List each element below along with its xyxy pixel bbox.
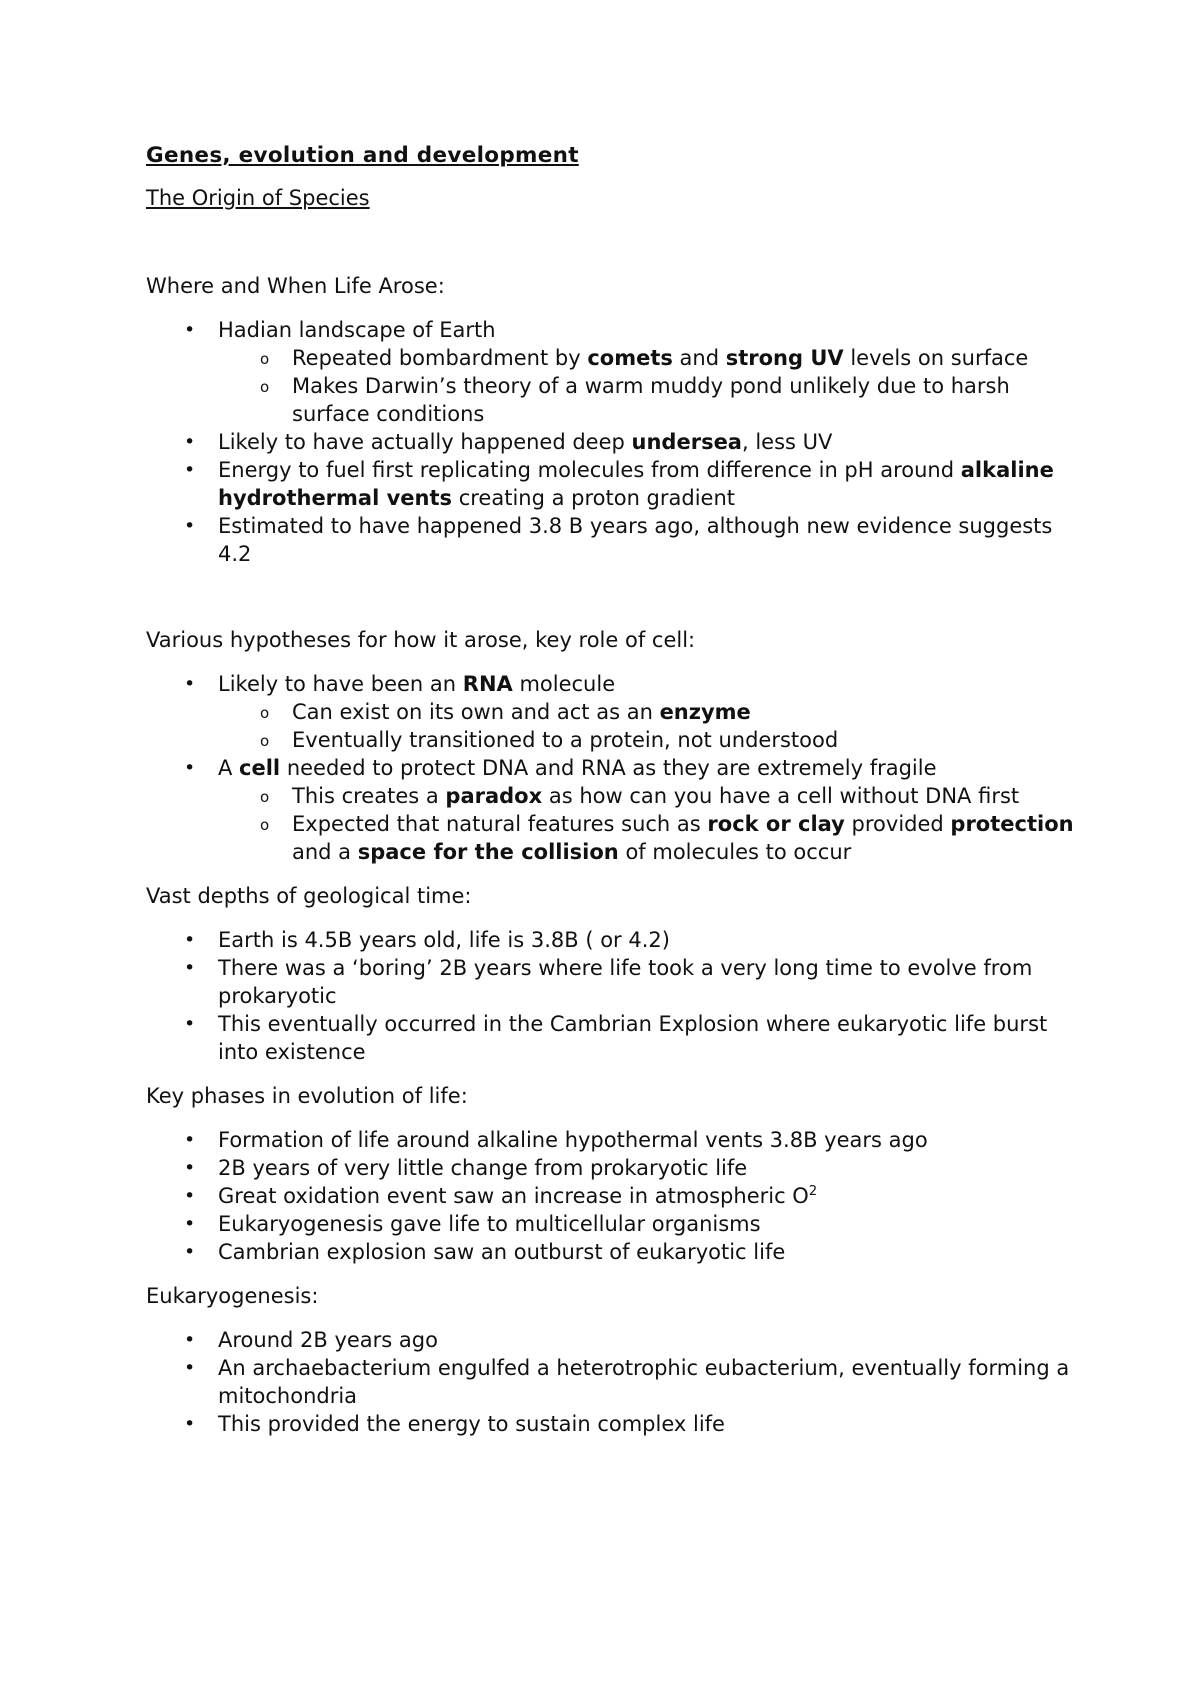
bold-text: cell bbox=[239, 756, 281, 780]
list-item bbox=[146, 1182, 1086, 1210]
circle-bullet-icon: o bbox=[260, 704, 270, 722]
sub-list-item bbox=[146, 782, 1086, 810]
text-run: Formation of life around alkaline hypothermal vents 3.8B years ago bbox=[218, 1128, 928, 1152]
text-run: , less UV bbox=[741, 430, 833, 454]
text-run: needed to protect DNA and RNA as they are extremely fragile bbox=[280, 756, 937, 780]
bullet-icon: • bbox=[184, 1329, 196, 1351]
text-run: Earth is 4.5B years old, life is 3.8B ( or 4.2) bbox=[218, 928, 670, 952]
bullet-icon: • bbox=[184, 673, 196, 695]
list-item bbox=[146, 1410, 1086, 1438]
text-run: Likely to have actually happened deep bbox=[218, 430, 632, 454]
sub-list-item bbox=[146, 344, 1086, 372]
bold-text: strong UV bbox=[725, 346, 844, 370]
text-run: Hadian landscape of Earth bbox=[218, 318, 496, 342]
bold-text: space for the collision bbox=[357, 840, 619, 864]
sub-list-item bbox=[146, 698, 1086, 726]
bullet-icon: • bbox=[184, 431, 196, 453]
text-run: Eukaryogenesis gave life to multicellular organisms bbox=[218, 1212, 761, 1236]
bullet-icon: • bbox=[184, 757, 196, 779]
text-run: as how can you have a cell without DNA first bbox=[542, 784, 1020, 808]
document-page bbox=[146, 142, 1086, 1438]
bullet-list bbox=[146, 1126, 1086, 1266]
text-run: Great oxidation event saw an increase in atmospheric O bbox=[218, 1184, 809, 1208]
text-run: Makes Darwin’s theory of a warm muddy pond unlikely due to harsh surface conditions bbox=[292, 374, 1010, 426]
bullet-icon: • bbox=[184, 515, 196, 537]
list-item bbox=[146, 1010, 1086, 1066]
sub-list-item bbox=[146, 372, 1086, 428]
bullet-icon: • bbox=[184, 1357, 196, 1379]
section-spacer bbox=[146, 568, 1086, 626]
text-run: creating a proton gradient bbox=[452, 486, 736, 510]
circle-bullet-icon: o bbox=[260, 732, 270, 750]
bullet-list bbox=[146, 926, 1086, 1066]
section-heading: Key phases in evolution of life: bbox=[146, 1084, 468, 1108]
text-run: A bbox=[218, 756, 240, 780]
text-run: An archaebacterium engulfed a heterotrophic eubacterium, eventually forming a mitochondria bbox=[218, 1356, 1070, 1408]
bullet-icon: • bbox=[184, 1213, 196, 1235]
text-run: molecule bbox=[512, 672, 616, 696]
bullet-list bbox=[146, 316, 1086, 568]
text-run: Cambrian explosion saw an outburst of eukaryotic life bbox=[218, 1240, 786, 1264]
section-heading: Various hypotheses for how it arose, key role of cell: bbox=[146, 628, 696, 652]
section-spacer bbox=[146, 1066, 1086, 1082]
list-item bbox=[146, 428, 1086, 456]
list-item bbox=[146, 456, 1086, 512]
bold-text: rock or clay bbox=[707, 812, 845, 836]
text-run: Likely to have been an bbox=[218, 672, 463, 696]
text-run: There was a ‘boring’ 2B years where life took a very long time to evolve from prokaryotic bbox=[218, 956, 1033, 1008]
list-item bbox=[146, 954, 1086, 1010]
bullet-icon: • bbox=[184, 1185, 196, 1207]
text-run: This eventually occurred in the Cambrian Explosion where eukaryotic life burst into existence bbox=[218, 1012, 1048, 1064]
text-run: Energy to fuel first replicating molecules from difference in pH around bbox=[218, 458, 961, 482]
bullet-icon: • bbox=[184, 1013, 196, 1035]
bullet-icon: • bbox=[184, 459, 196, 481]
sub-list-item bbox=[146, 726, 1086, 754]
document-subtitle: The Origin of Species bbox=[146, 186, 370, 210]
bullet-icon: • bbox=[184, 1157, 196, 1179]
bullet-icon: • bbox=[184, 1129, 196, 1151]
list-item bbox=[146, 1154, 1086, 1182]
text-run: This provided the energy to sustain complex life bbox=[218, 1412, 725, 1436]
section-heading: Where and When Life Arose: bbox=[146, 274, 445, 298]
bullet-icon: • bbox=[184, 1241, 196, 1263]
text-run: Estimated to have happened 3.8 B years ago, although new evidence suggests 4.2 bbox=[218, 514, 1053, 566]
section-heading: Eukaryogenesis: bbox=[146, 1284, 319, 1308]
bullet-icon: • bbox=[184, 957, 196, 979]
bold-text: undersea bbox=[631, 430, 742, 454]
bullet-icon: • bbox=[184, 929, 196, 951]
text-run: Eventually transitioned to a protein, not understood bbox=[292, 728, 839, 752]
list-item bbox=[146, 512, 1086, 568]
circle-bullet-icon: o bbox=[260, 816, 270, 834]
section-spacer bbox=[146, 1266, 1086, 1282]
circle-bullet-icon: o bbox=[260, 378, 270, 396]
list-item bbox=[146, 754, 1086, 782]
text-run: Can exist on its own and act as an bbox=[292, 700, 660, 724]
text-run: levels on surface bbox=[843, 346, 1029, 370]
text-run: Expected that natural features such as bbox=[292, 812, 708, 836]
text-run: provided bbox=[844, 812, 951, 836]
list-item bbox=[146, 1326, 1086, 1354]
section-spacer bbox=[146, 866, 1086, 882]
list-item bbox=[146, 316, 1086, 344]
bold-text: RNA bbox=[462, 672, 513, 696]
text-run: This creates a bbox=[292, 784, 446, 808]
list-item bbox=[146, 1238, 1086, 1266]
bullet-list bbox=[146, 670, 1086, 866]
bold-text: protection bbox=[950, 812, 1074, 836]
document-body bbox=[146, 272, 1086, 1438]
circle-bullet-icon: o bbox=[260, 788, 270, 806]
list-item bbox=[146, 670, 1086, 698]
bullet-icon: • bbox=[184, 319, 196, 341]
section-heading: Vast depths of geological time: bbox=[146, 884, 472, 908]
text-run: Repeated bombardment by bbox=[292, 346, 588, 370]
text-run: of molecules to occur bbox=[618, 840, 852, 864]
list-item bbox=[146, 1354, 1086, 1410]
bold-text: enzyme bbox=[659, 700, 751, 724]
text-run: Around 2B years ago bbox=[218, 1328, 438, 1352]
text-run: 2B years of very little change from prokaryotic life bbox=[218, 1156, 748, 1180]
bullet-list bbox=[146, 1326, 1086, 1438]
document-title: Genes, evolution and development bbox=[146, 143, 579, 168]
superscript-text: 2 bbox=[808, 1184, 818, 1199]
bold-text: comets bbox=[587, 346, 673, 370]
bold-text: paradox bbox=[445, 784, 543, 808]
text-run: and a bbox=[292, 840, 358, 864]
list-item bbox=[146, 1210, 1086, 1238]
list-item bbox=[146, 926, 1086, 954]
list-item bbox=[146, 1126, 1086, 1154]
bold-text: alkaline hydrothermal vents bbox=[218, 458, 1054, 510]
sub-list-item bbox=[146, 810, 1086, 866]
bullet-icon: • bbox=[184, 1413, 196, 1435]
circle-bullet-icon: o bbox=[260, 350, 270, 368]
text-run: and bbox=[672, 346, 726, 370]
